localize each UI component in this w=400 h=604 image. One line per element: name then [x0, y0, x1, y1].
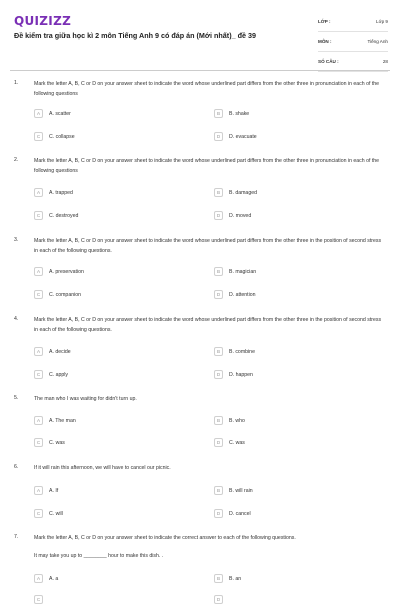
worksheet-title: Đề kiểm tra giữa học kì 2 môn Tiếng Anh 9 có đáp án (Mới nhất)_ đề 39 [14, 31, 256, 40]
option-text: B. will rain [229, 487, 253, 494]
option-letter-box: D [214, 370, 223, 379]
option-text: B. magician [229, 268, 257, 275]
question-number: 6. [14, 464, 19, 470]
question-text: Mark the letter A, B, C or D on your answer sheet to indicate the word whose underlined part differs from the other three in the position of second stress in each of the following questions. [34, 317, 382, 333]
question-number: 5. [14, 395, 19, 401]
option-c[interactable] [34, 211, 78, 220]
header-divider [10, 70, 390, 71]
option-d[interactable] [214, 438, 245, 447]
option-letter-box: A [34, 109, 43, 118]
option-a[interactable] [34, 486, 58, 495]
option-text: C. apply [49, 371, 69, 378]
question-text: If it will rain this afternoon, we will have to cancel our picnic. [34, 465, 171, 471]
meta-value: Tiếng Anh [367, 39, 388, 44]
question-number: 7. [14, 534, 19, 540]
question-text: Mark the letter A, B, C or D on your answer sheet to indicate the word whose underlined part differs from the other three in pronunciation in each of the following questions [34, 81, 380, 97]
meta-row-count [318, 52, 388, 72]
option-letter-box: D [214, 438, 223, 447]
option-letter-box: D [214, 290, 223, 299]
option-b[interactable] [214, 267, 256, 276]
option-b[interactable] [214, 347, 255, 356]
option-text: D. attention [229, 291, 256, 298]
option-text: C. destroyed [49, 212, 79, 219]
option-text: B. who [229, 417, 245, 424]
option-text: A. If [49, 487, 59, 494]
meta-row-subject [318, 32, 388, 52]
option-c[interactable] [34, 132, 75, 141]
option-a[interactable] [34, 109, 71, 118]
option-letter-box: C [34, 370, 43, 379]
option-text: B. combine [229, 348, 255, 355]
option-text: A. preservation [49, 268, 84, 275]
option-text: A. The man [49, 417, 76, 424]
option-a[interactable] [34, 347, 71, 356]
question-number: 3. [14, 237, 19, 243]
option-letter-box: B [214, 574, 223, 583]
option-d[interactable] [214, 290, 256, 299]
option-text: D. moved [229, 212, 252, 219]
option-letter-box: C [34, 132, 43, 141]
option-letter-box: A [34, 267, 43, 276]
option-text: C. was [229, 439, 245, 446]
option-letter-box: A [34, 486, 43, 495]
option-text: C. companion [49, 291, 82, 298]
option-b[interactable] [214, 574, 241, 583]
worksheet-meta [318, 12, 388, 72]
meta-row-class [318, 12, 388, 32]
option-letter-box: C [34, 211, 43, 220]
question-text: The man who I was waiting for didn't turn up. [34, 396, 137, 402]
option-c[interactable] [34, 290, 81, 299]
meta-value: Lớp 9 [376, 19, 388, 24]
option-text: A. trapped [49, 189, 73, 196]
option-text: A. a [49, 575, 59, 582]
option-letter-box: D [214, 595, 223, 604]
question-number: 2. [14, 157, 19, 163]
option-text: D. happen [229, 371, 253, 378]
option-letter-box: D [214, 132, 223, 141]
question-text: Mark the letter A, B, C or D on your answer sheet to indicate the word whose underlined part differs from the other three in the position of second stress in each of the following questions. [34, 238, 382, 254]
option-letter-box: B [214, 347, 223, 356]
option-letter-box: D [214, 211, 223, 220]
question-text: Mark the letter A, B, C or D on your answer sheet to indicate the correct answer to each of the following questions. [34, 535, 296, 541]
option-b[interactable] [214, 109, 249, 118]
option-text: C. will [49, 510, 63, 517]
question-number: 4. [14, 316, 19, 322]
option-letter-box: B [214, 267, 223, 276]
option-text: B. an [229, 575, 242, 582]
option-text: C. was [49, 439, 65, 446]
option-text: A. decide [49, 348, 71, 355]
meta-value: 28 [382, 59, 388, 64]
option-b[interactable] [214, 188, 257, 197]
option-a[interactable] [34, 267, 84, 276]
question-text: Mark the letter A, B, C or D on your answer sheet to indicate the word whose underlined part differs from the other three in pronunciation in each of the following questions [34, 158, 380, 174]
option-letter-box: C [34, 438, 43, 447]
question-subtext: It may take you up to ________ hour to make this dish. . [34, 553, 164, 559]
option-a[interactable] [34, 416, 76, 425]
option-letter-box: B [214, 416, 223, 425]
option-letter-box: A [34, 347, 43, 356]
option-text: B. damaged [229, 189, 257, 196]
option-b[interactable] [214, 486, 253, 495]
meta-label: LỚP : [318, 19, 331, 24]
option-letter-box: B [214, 109, 223, 118]
option-d[interactable] [214, 509, 251, 518]
meta-label: MÔN : [318, 39, 332, 44]
option-letter-box: C [34, 509, 43, 518]
meta-label: SỐ CÂU : [318, 59, 339, 64]
option-d[interactable] [214, 370, 253, 379]
option-a[interactable] [34, 188, 73, 197]
option-c[interactable] [34, 509, 63, 518]
option-a[interactable] [34, 574, 58, 583]
option-b[interactable] [214, 416, 245, 425]
option-letter-box: C [34, 290, 43, 299]
quizizz-logo: QUIZIZZ [14, 14, 72, 28]
question-number: 1. [14, 80, 19, 86]
option-text: A. scatter [49, 110, 71, 117]
option-letter-box: A [34, 188, 43, 197]
option-c[interactable] [34, 370, 68, 379]
option-letter-box: C [34, 595, 43, 604]
option-letter-box: D [214, 509, 223, 518]
option-letter-box: A [34, 574, 43, 583]
option-d[interactable] [214, 132, 257, 141]
option-text: D. evacuate [229, 133, 257, 140]
option-d[interactable] [214, 211, 251, 220]
option-letter-box: B [214, 188, 223, 197]
option-text: C. collapse [49, 133, 75, 140]
option-c[interactable] [34, 438, 65, 447]
option-letter-box: B [214, 486, 223, 495]
option-text: B. shake [229, 110, 250, 117]
option-letter-box: A [34, 416, 43, 425]
option-text: D. cancel [229, 510, 251, 517]
